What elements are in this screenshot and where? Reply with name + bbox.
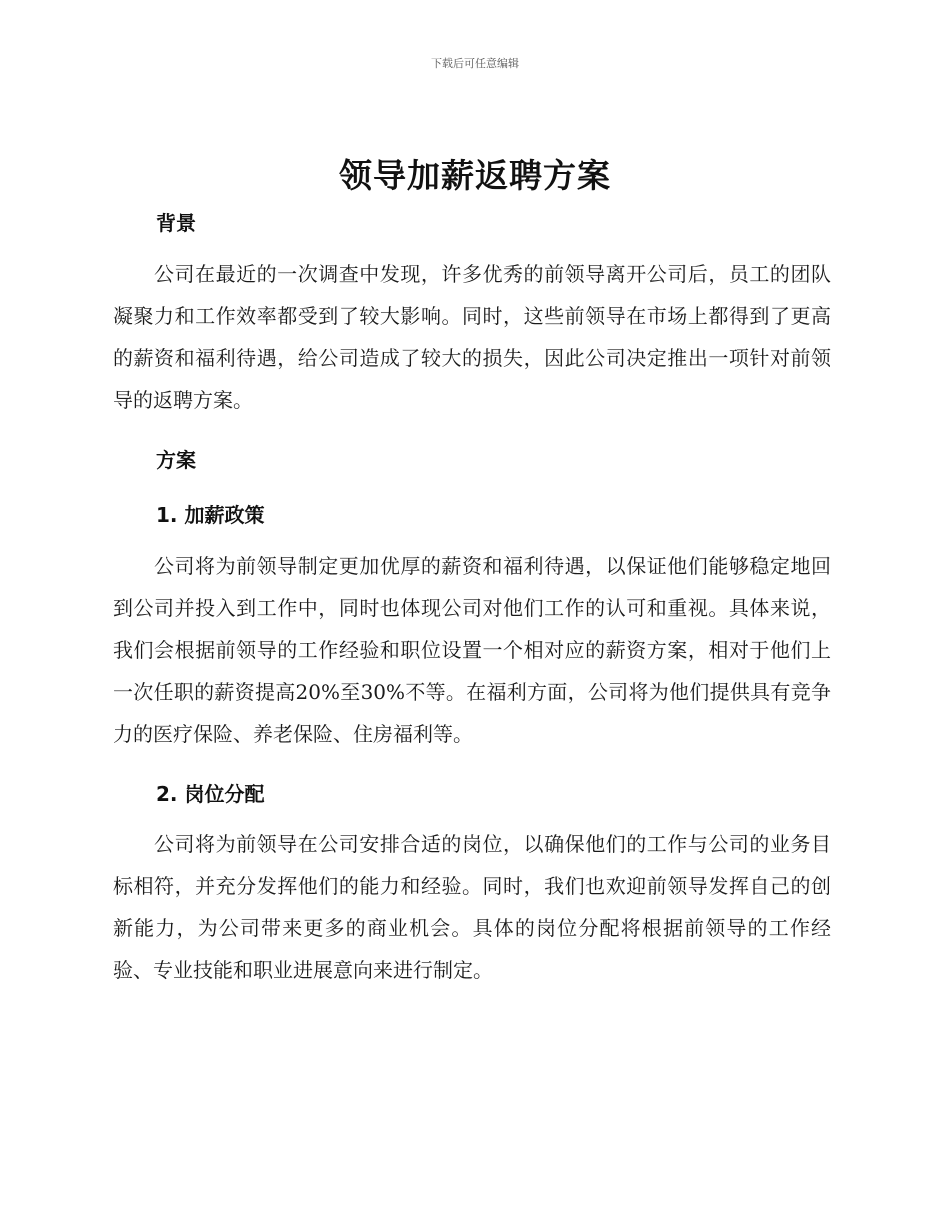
paragraph-position-allocation: 公司将为前领导在公司安排合适的岗位，以确保他们的工作与公司的业务目标相符，并充分发挥他们的能力和经验。同时，我们也欢迎前领导发挥自己的创新能力，为公司带来更多的商业机会。具体的岗位分配将根据前领导的工作经验、专业技能和职业进展意向来进行制定。	[113, 832, 831, 982]
header-note: 下载后可任意编辑	[431, 57, 519, 70]
paragraph-raise-policy: 公司将为前领导制定更加优厚的薪资和福利待遇，以保证他们能够稳定地回到公司并投入到工作中，同时也体现公司对他们工作的认可和重视。具体来说，我们会根据前领导的工作经验和职位设置一个相对应的薪资方案，相对于他们上一次任职的薪资提高20%至30%不等。在福利方面，公司将为他们提供具有竞争力的医疗保险、养老保险、住房福利等。	[113, 554, 831, 746]
heading-background: 背景	[156, 211, 196, 235]
paragraph-background: 公司在最近的一次调查中发现，许多优秀的前领导离开公司后，员工的团队凝聚力和工作效率都受到了较大影响。同时，这些前领导在市场上都得到了更高的薪资和福利待遇，给公司造成了较大的损失，因此公司决定推出一项针对前领导的返聘方案。	[113, 262, 831, 412]
document-title: 领导加薪返聘方案	[339, 156, 611, 195]
heading-raise-policy: 1. 加薪政策	[156, 503, 265, 527]
heading-plan: 方案	[156, 448, 196, 472]
heading-position-allocation: 2. 岗位分配	[156, 782, 265, 806]
